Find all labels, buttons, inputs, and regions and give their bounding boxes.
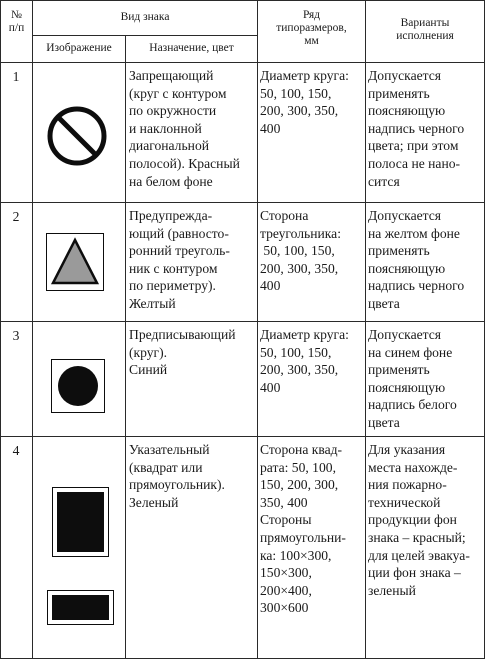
- row-number: 3: [12, 328, 20, 343]
- col-divider-image: [125, 35, 126, 659]
- row-divider-2: [0, 321, 485, 322]
- header-subdivider: [32, 35, 258, 36]
- warning-triangle-icon: [46, 233, 104, 291]
- row-divider-1: [0, 202, 485, 203]
- row-number: 2: [12, 209, 20, 224]
- row-variants: Допускается применять поясняющую надпись черного цвета; при этом полоса не нано- сится: [368, 68, 465, 189]
- row-number: 4: [12, 443, 20, 458]
- header-purpose: Назначение, цвет: [149, 42, 234, 54]
- header-variants: Варианты исполнения: [396, 17, 454, 42]
- row-variants: Допускается на желтом фоне применять поясняющую надпись черного цвета: [368, 208, 465, 311]
- row-sizes: Диаметр круга: 50, 100, 150, 200, 300, 350, 400: [260, 68, 349, 136]
- row-purpose: Указательный (квадрат или прямоугольник). Зеленый: [129, 442, 225, 510]
- row-purpose: Предупрежда- ющий (равносто- ронний треуголь- ник с контуром по периметру). Желтый: [129, 208, 230, 311]
- row-purpose: Предписывающий (круг). Синий: [129, 327, 236, 378]
- header-bottom: [0, 62, 485, 63]
- border-top: [0, 0, 485, 1]
- header-number: № п/п: [8, 9, 25, 34]
- row-number: 1: [12, 69, 20, 84]
- row-sizes: Сторона треугольника: 50, 100, 150, 200, 300, 350, 400: [260, 208, 341, 294]
- row-sizes: Диаметр круга: 50, 100, 150, 200, 300, 350, 400: [260, 327, 349, 395]
- row-purpose: Запрещающий (круг с контуром по окружности и наклонной диагональной полосой). Красный на белом фоне: [129, 68, 240, 189]
- header-sizes: Ряд типоразмеров, мм: [276, 9, 347, 47]
- row-variants: Для указания места нахожде- ния пожарно- технической продукции фон знака – красный; для целей эвакуа- ции фон знака – зеленый: [368, 442, 470, 598]
- header-sign-type: Вид знака: [120, 11, 170, 23]
- col-divider-purpose: [257, 0, 258, 659]
- prohibition-sign-icon: [46, 105, 108, 167]
- row-variants: Допускается на синем фоне применять поясняющую надпись белого цвета: [368, 327, 457, 430]
- row-divider-3: [0, 436, 485, 437]
- indicator-rectangle-icon: [47, 590, 114, 625]
- row-sizes: Сторона квад- рата: 50, 100, 150, 200, 300, 350, 400 Стороны прямоугольни- ка: 100×300, 150×300, 200×400, 300×600: [260, 442, 346, 616]
- col-divider-sizes: [365, 0, 366, 659]
- col-divider-number: [32, 0, 33, 659]
- indicator-square-icon: [52, 487, 109, 557]
- mandatory-circle-icon: [51, 359, 105, 413]
- header-image: Изображение: [46, 42, 112, 54]
